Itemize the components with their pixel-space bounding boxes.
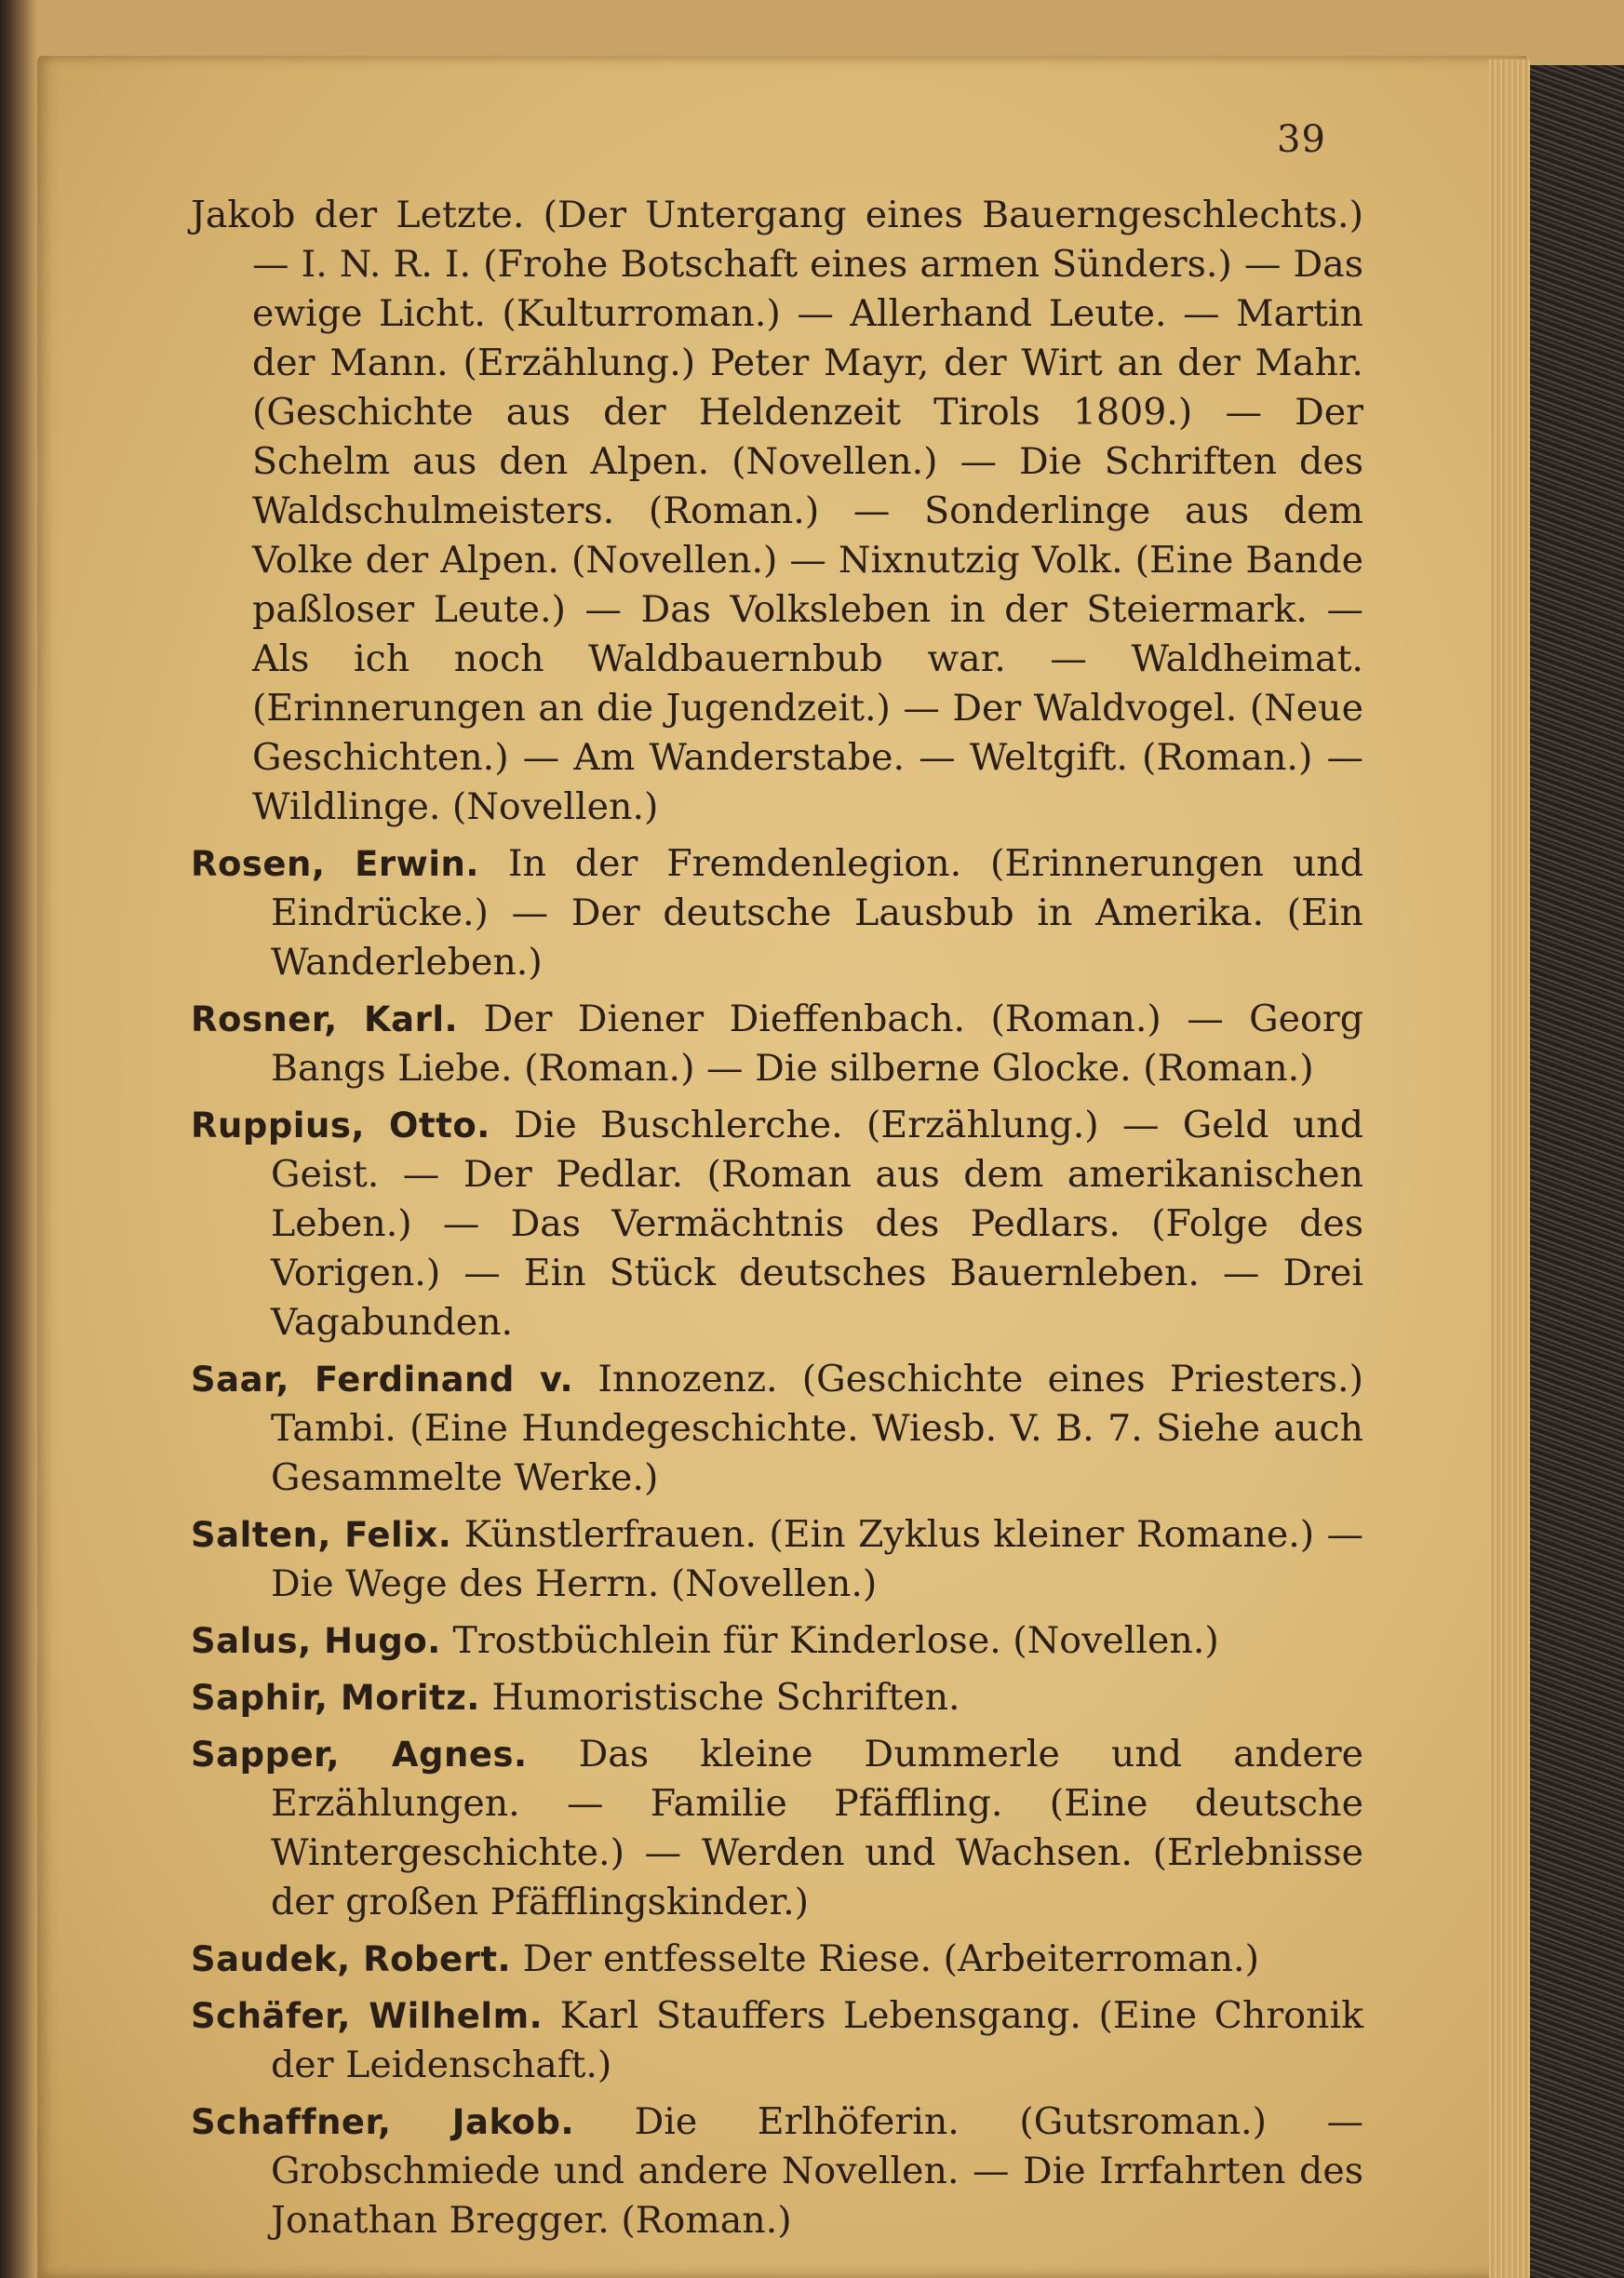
cover-board — [1530, 65, 1624, 2278]
entry-works: Der entfesselte Riese. (Arbeiterroman.) — [522, 1937, 1259, 1980]
entry-works: Die Erlhöferin. (Gutsroman.) — Grobschmiede und andere Novellen. — Die Irrfahrten des Jonathan Bregger. (Roman.) — [271, 2100, 1364, 2242]
entry-works: Die Buschlerche. (Erzählung.) — Geld und Geist. — Der Pedlar. (Roman aus dem amerikanischen Leben.) — Das Vermächtnis des Pedlars. (Folge des Vorigen.) — Ein Stück deutsches Bauernleben. — Drei Vagabunden. — [271, 1104, 1364, 1344]
bibliography-entry — [191, 1101, 1363, 1347]
bibliography-entry — [191, 1355, 1363, 1503]
entry-author: Schaffner, Jakob. — [191, 2102, 575, 2142]
entry-author: Rosen, Erwin. — [191, 844, 479, 884]
bibliography-entry — [191, 839, 1363, 987]
entry-author: Salten, Felix. — [191, 1515, 452, 1555]
entry-author: Salus, Hugo. — [191, 1621, 441, 1661]
bibliography-entry — [191, 2097, 1363, 2245]
entry-works: Innozenz. (Geschichte eines Priesters.) Tambi. (Eine Hundegeschichte. Wiesb. V. B. 7. Siehe auch Gesammelte Werke.) — [271, 1358, 1364, 1499]
bibliography-entry — [191, 1991, 1363, 2090]
entry-author: Sapper, Agnes. — [191, 1735, 528, 1775]
bibliography-entry — [191, 1730, 1363, 1927]
bibliography-entry — [191, 1616, 1363, 1666]
entry-works: Jakob der Letzte. (Der Untergang eines Bauerngeschlechts.) — I. N. R. I. (Frohe Botschaft eines armen Sünders.) — Das ewige Licht. (Kulturroman.) — Allerhand Leute. — Martin der Mann. (Erzählung.) Peter Mayr, der Wirt an der Mahr. (Geschichte aus der Heldenzeit Tirols 1809.) — Der Schelm aus den Alpen. (Novellen.) — Die Schriften des Waldschulmeisters. (Roman.) — Sonderlinge aus dem Volke der Alpen. (Novellen.) — Nixnutzig Volk. (Eine Bande paßloser Leute.) — Das Volksleben in der Steiermark. — Als ich noch Waldbauernbub war. — Waldheimat. (Erinnerungen an die Jugendzeit.) — Der Waldvogel. (Neue Geschichten.) — Am Wanderstabe. — Weltgift. (Roman.) — Wildlinge. (Novellen.) — [191, 194, 1363, 828]
entry-author: Rosner, Karl. — [191, 999, 459, 1039]
entry-author: Saphir, Moritz. — [191, 1678, 480, 1718]
page-number: 39 — [1277, 118, 1326, 161]
entry-works: Der Diener Dieffenbach. (Roman.) — Georg Bangs Liebe. (Roman.) — Die silberne Glocke. (Roman.) — [271, 998, 1363, 1090]
bibliography-column — [191, 191, 1363, 2253]
entry-author: Saudek, Robert. — [191, 1939, 512, 1979]
entry-works: In der Fremdenlegion. (Erinnerungen und Eindrücke.) — Der deutsche Lausbub in Amerika. (Ein Wanderleben.) — [271, 842, 1363, 984]
bibliography-entry — [191, 191, 1363, 832]
page-edges — [1489, 60, 1530, 2278]
entry-author: Schäfer, Wilhelm. — [191, 1996, 544, 2036]
entry-works: Das kleine Dummerle und andere Erzählungen. — Familie Pfäffling. (Eine deutsche Wintergeschichte.) — Werden und Wachsen. (Erlebnisse der großen Pfäfflingskinder.) — [271, 1733, 1363, 1923]
bibliography-entry — [191, 995, 1363, 1093]
entry-works: Künstlerfrauen. (Ein Zyklus kleiner Romane.) — Die Wege des Herrn. (Novellen.) — [271, 1513, 1364, 1605]
entry-author: Saar, Ferdinand v. — [191, 1360, 574, 1400]
entry-works: Humoristische Schriften. — [491, 1676, 960, 1719]
entry-works: Trostbüchlein für Kinderlose. (Novellen.) — [452, 1619, 1219, 1662]
entry-works: Karl Stauffers Lebensgang. (Eine Chronik der Leidenschaft.) — [271, 1994, 1364, 2086]
bibliography-entry — [191, 1510, 1363, 1609]
entry-author: Ruppius, Otto. — [191, 1106, 490, 1146]
bibliography-entry — [191, 1673, 1363, 1722]
bibliography-entry — [191, 1935, 1363, 1984]
